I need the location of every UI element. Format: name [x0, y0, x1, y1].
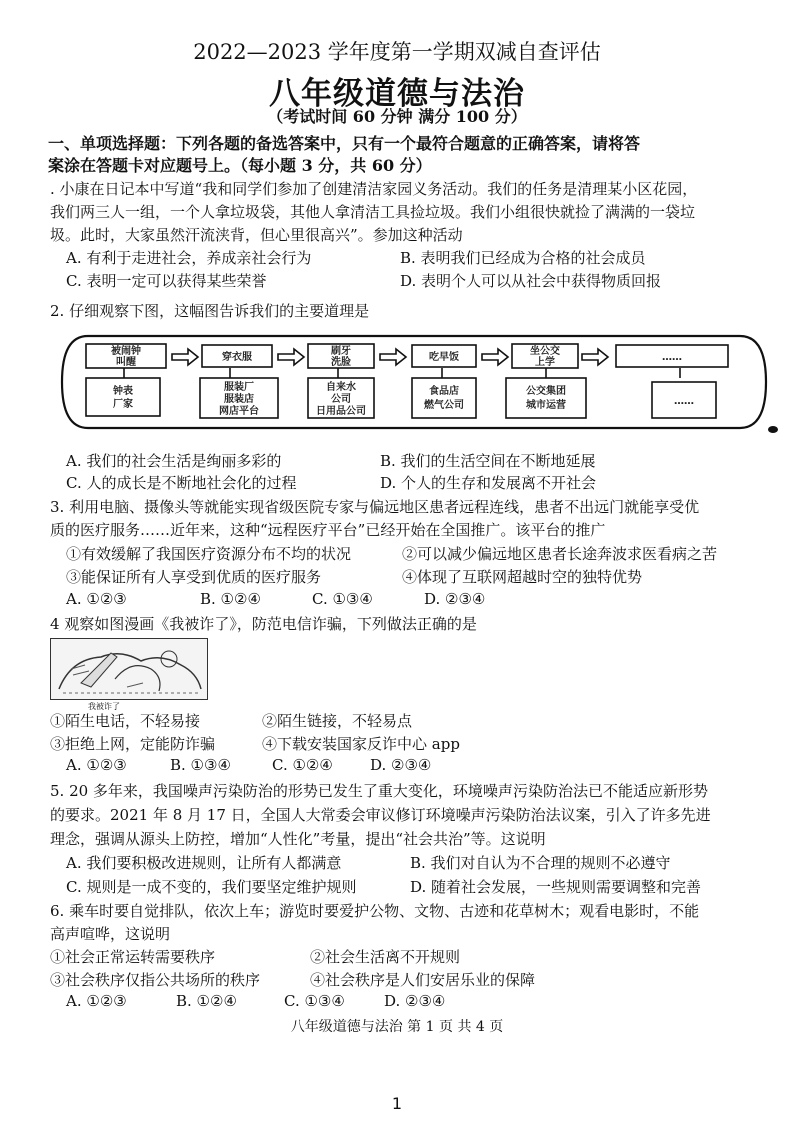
q1-option-b: B. 表明我们已经成为合格的社会成员: [400, 249, 646, 267]
q2-option-c: C. 人的成长是不断地社会化的过程: [66, 474, 297, 492]
arrow-2: [278, 349, 304, 365]
q6-option-c: C. ①③④: [284, 992, 345, 1010]
q3-item-1: ①有效缓解了我国医疗资源分布不均的状况: [66, 545, 352, 563]
diagram-top-label-5a: 坐公交: [530, 346, 560, 357]
diagram-bottom-label-1a: 钟表: [113, 386, 133, 397]
q3-option-d: D. ②③④: [424, 590, 486, 608]
arrow-1: [172, 349, 198, 365]
diagram-bottom-label-3b: 公司: [331, 394, 351, 405]
diagram-bottom-label-3a: 自来水: [326, 382, 356, 393]
exam-title-year: 2022—2023 学年度第一学期双减自查评估: [193, 40, 601, 64]
diagram-bottom-label-5b: 城市运营: [526, 400, 566, 411]
exam-title-subject: 八年级道德与法治: [269, 76, 525, 112]
diagram-top-label-1a: 被闹钟: [111, 346, 141, 357]
diagram-top-label-3a: 刷牙: [331, 346, 351, 357]
diagram-top-label-2: 穿衣服: [222, 352, 252, 363]
q3-option-c: C. ①③④: [312, 590, 373, 608]
q6-item-2: ②社会生活离不开规则: [310, 948, 461, 966]
diagram-bottom-label-2b: 服装店: [224, 394, 254, 405]
diagram-bottom-label-4b: 燃气公司: [424, 400, 464, 411]
diagram-bottom-label-2a: 服装厂: [224, 382, 254, 393]
q6-option-b: B. ①②④: [176, 992, 237, 1010]
diagram-top-label-3b: 洗脸: [331, 357, 351, 368]
q4-item-2: ②陌生链接，不轻易点: [262, 712, 413, 730]
q2-option-b: B. 我们的生活空间在不断地延展: [380, 452, 596, 470]
diagram-top-label-4: 吃早饭: [429, 352, 459, 363]
diagram-bottom-label-6: ……: [674, 396, 694, 407]
q4-cartoon-image: [50, 638, 208, 700]
q6-stem-line2: 高声喧哗，这说明: [50, 925, 171, 943]
q2-option-d: D. 个人的生存和发展离不开社会: [380, 474, 597, 492]
q5-option-d: D. 随着社会发展，一些规则需要调整和完善: [410, 878, 702, 896]
page-number: 1: [391, 1094, 403, 1113]
section1-heading-line2: 案涂在答题卡对应题号上。（每小题 3 分，共 60 分）: [48, 156, 432, 175]
q5-stem-line1: 5. 20 多年来，我国噪声污染防治的形势已发生了重大变化，环境噪声污染防治法已不能适应新形势: [50, 782, 708, 800]
q4-option-d: D. ②③④: [370, 756, 432, 774]
q1-stem-line2: 我们两三人一组，一个人拿垃圾袋，其他人拿清洁工具捡垃圾。我们小组很快就捡了满满的一袋垃: [50, 203, 696, 221]
q5-option-a: A. 我们要积极改进规则，让所有人都满意: [66, 854, 342, 872]
page-footer: 八年级道德与法治 第 1 页 共 4 页: [290, 1019, 504, 1035]
q1-option-c: C. 表明一定可以获得某些荣誉: [66, 272, 267, 290]
diagram-bottom-box-4: [412, 378, 476, 418]
diagram-bottom-box-5: [506, 378, 586, 418]
q1-option-a: A. 有利于走进社会，养成亲社会行为: [66, 249, 312, 267]
q6-option-d: D. ②③④: [384, 992, 446, 1010]
q4-stem: 4 观察如图漫画《我被诈了》，防范电信诈骗，下列做法正确的是: [50, 615, 477, 633]
q3-item-4: ④体现了互联网超越时空的独特优势: [402, 568, 643, 586]
diagram-bottom-label-5a: 公交集团: [526, 386, 566, 397]
q3-option-b: B. ①②④: [200, 590, 261, 608]
arrow-3: [380, 349, 406, 365]
ink-speck: [768, 426, 778, 433]
q6-option-a: A. ①②③: [66, 992, 127, 1010]
q3-stem-line1: 3. 利用电脑、摄像头等就能实现省级医院专家与偏远地区患者远程连线，患者不出远门就能享受优: [50, 498, 700, 516]
q3-option-a: A. ①②③: [66, 590, 127, 608]
q5-stem-line3: 理念，强调从源头上防控，增加“人性化”考量，提出“社会共治”等。这说明: [50, 830, 546, 848]
diagram-bottom-box-1: [86, 378, 160, 416]
q2-stem: 2. 仔细观察下图，这幅图告诉我们的主要道理是: [50, 302, 370, 320]
q6-item-4: ④社会秩序是人们安居乐业的保障: [310, 971, 536, 989]
q6-item-3: ③社会秩序仅指公共场所的秩序: [50, 971, 261, 989]
q5-stem-line2: 的要求。2021 年 8 月 17 日，全国人大常委会审议修订环境噪声污染防治法议案，引入了许多先进: [50, 806, 711, 824]
arrow-5: [582, 349, 608, 365]
diagram-bottom-label-2c: 网店平台: [219, 406, 259, 417]
q4-item-3: ③拒绝上网，定能防诈骗: [50, 735, 216, 753]
q3-stem-line2: 质的医疗服务……近年来，这种“远程医疗平台”已经开始在全国推广。该平台的推广: [50, 521, 606, 539]
q2-diagram: [58, 332, 770, 432]
q3-item-3: ③能保证所有人享受到优质的医疗服务: [66, 568, 322, 586]
q6-item-1: ①社会正常运转需要秩序: [50, 948, 216, 966]
diagram-bottom-label-4a: 食品店: [429, 386, 459, 397]
q1-option-d: D. 表明个人可以从社会中获得物质回报: [400, 272, 662, 290]
q3-item-2: ②可以减少偏远地区患者长途奔波求医看病之苦: [402, 545, 718, 563]
q2-option-a: A. 我们的社会生活是绚丽多彩的: [66, 452, 282, 470]
diagram-top-label-5b: 上学: [535, 357, 555, 368]
diagram-bottom-label-1b: 厂家: [113, 399, 133, 410]
section1-heading-line1: 一、单项选择题：下列各题的备选答案中，只有一个最符合题意的正确答案，请将答: [48, 134, 641, 153]
diagram-bottom-label-3c: 日用品公司: [316, 406, 366, 417]
arrow-4: [482, 349, 508, 365]
q4-item-1: ①陌生电话，不轻易接: [50, 712, 201, 730]
q4-option-b: B. ①③④: [170, 756, 231, 774]
q4-option-a: A. ①②③: [66, 756, 127, 774]
q4-item-4: ④下载安装国家反诈中心 app: [262, 735, 460, 753]
diagram-top-label-6: ……: [662, 352, 682, 363]
q4-option-c: C. ①②④: [272, 756, 333, 774]
q4-cartoon-caption: 我被诈了: [88, 702, 120, 711]
q5-option-b: B. 我们对自认为不合理的规则不必遵守: [410, 854, 671, 872]
q1-stem-line1: . 小康在日记本中写道“我和同学们参加了创建清洁家园义务活动。我们的任务是清理某小区花园，: [50, 180, 698, 198]
q1-stem-line3: 圾。此时，大家虽然汗流浃背，但心里很高兴”。参加这种活动: [50, 226, 463, 244]
exam-info: （考试时间 60 分钟 满分 100 分）: [267, 107, 527, 126]
diagram-top-label-1b: 叫醒: [116, 357, 136, 368]
q5-option-c: C. 规则是一成不变的，我们要坚定维护规则: [66, 878, 357, 896]
q6-stem-line1: 6. 乘车时要自觉排队，依次上车；游览时要爱护公物、文物、古迹和花草树木；观看电影时，不能: [50, 902, 700, 920]
